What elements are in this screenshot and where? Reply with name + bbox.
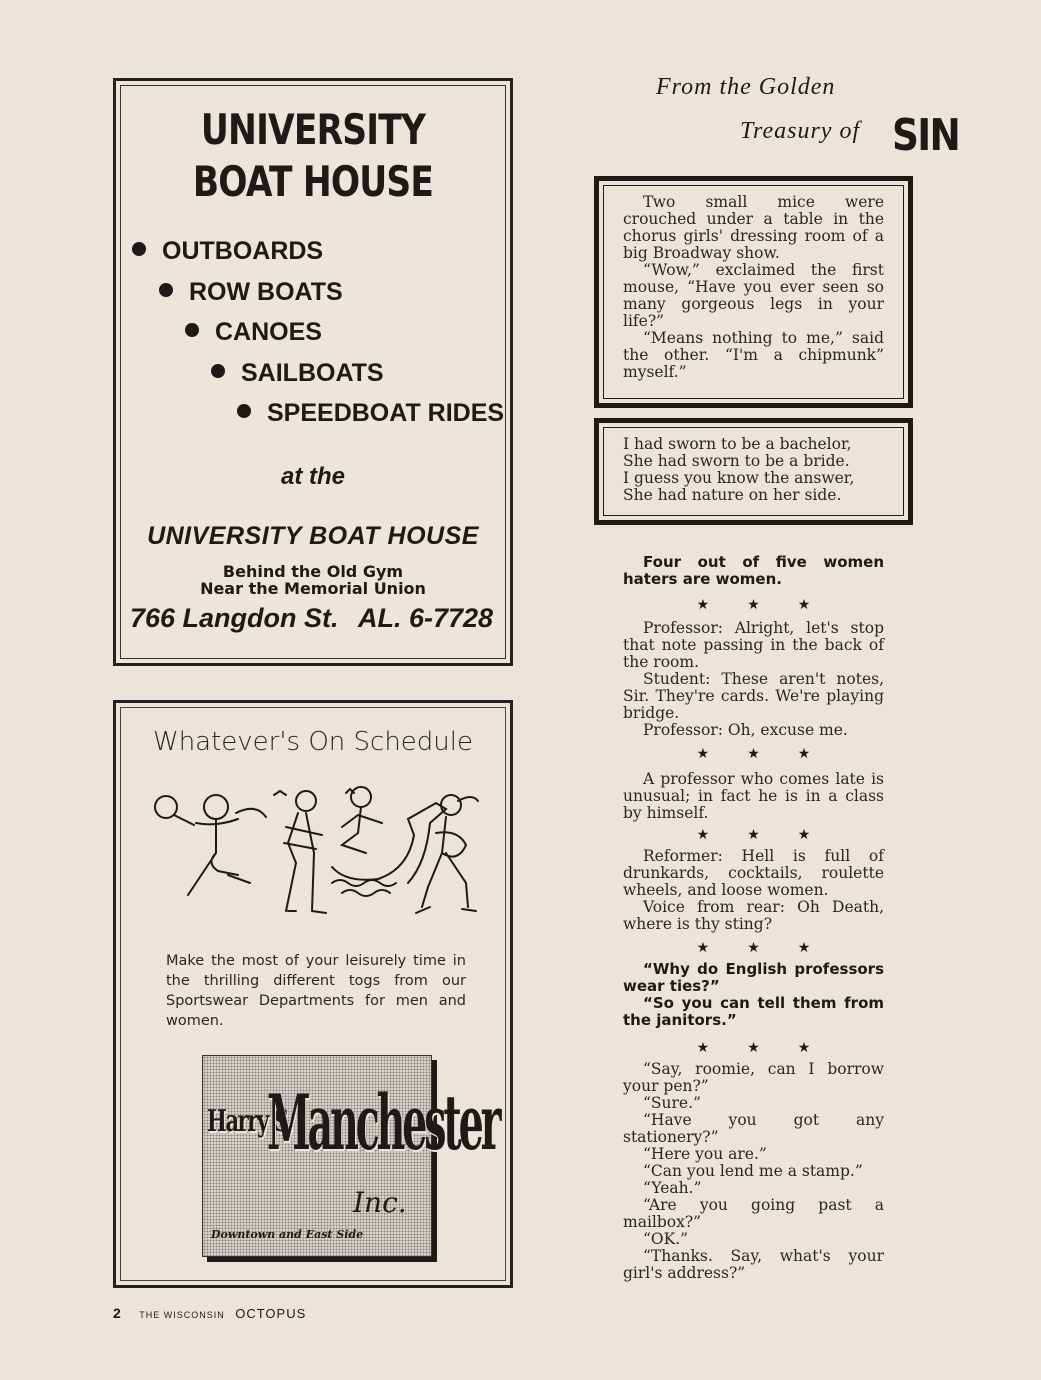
bachelor-poem [623,436,884,504]
boat-ad-item: CANOES [185,318,322,347]
joke-paragraph: “Can you lend me a stamp.” [643,1162,863,1180]
joke-paragraph: “Yeah.” [643,1179,702,1197]
joke-paragraph: “Are you going past a mailbox?” [623,1196,884,1231]
star-separator: ★★★ [696,828,849,843]
boat-house-ad [113,78,513,666]
joke-paragraph: Two small mice were crouched under a table in the chorus girls' dressing room of a big Broadway show. [623,193,884,262]
bullet-icon [159,283,173,297]
women-haters-joke: Four out of five women haters are women. [623,553,884,588]
roomie-joke [623,1061,884,1282]
joke-paragraph: “Sure.” [643,1094,701,1112]
sportswear-ad-heading: Whatever's On Schedule [152,727,474,757]
column-header-sin: SIN [892,110,960,161]
star-separator: ★★★ [696,941,849,956]
star-separator: ★★★ [696,1041,849,1056]
joke-paragraph: “So you can tell them from the janitors.” [623,994,884,1029]
column-header-line1: From the Golden [656,74,836,100]
logo-manchester: Manchester [267,1078,499,1167]
sports-figures-illustration [146,783,486,923]
joke-paragraph: “Wow,” exclaimed the first mouse, “Have you ever seen so many gorgeous legs in your life?” [623,261,884,330]
page-footer [113,1305,306,1323]
poem-line: She had sworn to be a bride. [623,452,850,470]
logo-inc: Inc. [353,1186,407,1219]
sportswear-ad [113,700,513,1288]
joke-paragraph: “OK.” [643,1230,689,1248]
poem-line: I guess you know the answer, [623,469,855,487]
star-separator: ★★★ [696,598,849,613]
boat-ad-item: OUTBOARDS [132,237,323,266]
boat-ad-phone: AL. 6-7728 [358,603,494,633]
reformer-joke [623,848,884,933]
mice-joke [623,194,884,381]
boat-ad-at-the: at the [280,463,345,490]
footer-the-wisconsin: THE WISCONSIN [139,1310,225,1320]
joke-paragraph: “Means nothing to me,” said the other. “I'm a chipmunk” myself.” [623,329,884,381]
joke-paragraph: “Have you got any stationery?” [623,1111,884,1146]
joke-paragraph: “Here you are.” [643,1145,767,1163]
boat-ad-address: 766 Langdon St. [130,603,339,633]
late-professor-joke: A professor who comes late is unusual; in fact he is in a class by himself. [623,770,884,822]
poem-line: She had nature on her side. [623,486,842,504]
bullet-icon [132,242,146,256]
joke-paragraph: “Why do English professors wear ties?” [623,960,884,995]
boat-ad-item: SAILBOATS [211,359,384,388]
boat-ad-item: SPEEDBOAT RIDES [237,399,504,428]
joke-paragraph: Student: These aren't notes, Sir. They're cards. We're playing bridge. [623,670,884,722]
page-number: 2 [113,1305,121,1321]
boat-ad-item: ROW BOATS [159,278,343,307]
boat-ad-name: UNIVERSITY BOAT HOUSE [147,522,479,550]
professor-joke [623,620,884,739]
jokes-column [623,554,884,1282]
harry-s-manchester-logo [202,1055,499,1257]
footer-octopus: OCTOPUS [235,1306,307,1321]
boat-ad-location-line1: Behind the Old Gym [222,562,404,581]
joke-paragraph: “Say, roomie, can I borrow your pen?” [623,1060,884,1095]
star-separator: ★★★ [696,747,849,762]
poem-line: I had sworn to be a bachelor, [623,435,852,453]
column-header-line2: Treasury of [740,118,861,144]
boat-ad-title-line2: BOAT HOUSE [192,157,434,206]
bullet-icon [185,323,199,337]
boat-ad-location-line2: Near the Memorial Union [200,579,426,598]
logo-tagline: Downtown and East Side [211,1228,364,1241]
joke-paragraph: Professor: Alright, let's stop that note passing in the back of the room. [623,619,884,671]
joke-paragraph: “Thanks. Say, what's your girl's address?” [623,1247,884,1282]
joke-paragraph: Reformer: Hell is full of drunkards, cocktails, roulette wheels, and loose women. [623,847,884,899]
sportswear-ad-body: Make the most of your leisurely time in the thrilling different togs from our Sportswear Departments for men and women. [166,953,466,1029]
ties-joke [623,961,884,1029]
bullet-icon [237,404,251,418]
logo-harry-s: Harry S. [207,1104,293,1139]
joke-paragraph: Professor: Oh, excuse me. [643,721,848,739]
boat-ad-title-line1: UNIVERSITY [200,105,426,154]
joke-paragraph: Voice from rear: Oh Death, where is thy sting? [623,898,884,933]
bullet-icon [211,364,225,378]
